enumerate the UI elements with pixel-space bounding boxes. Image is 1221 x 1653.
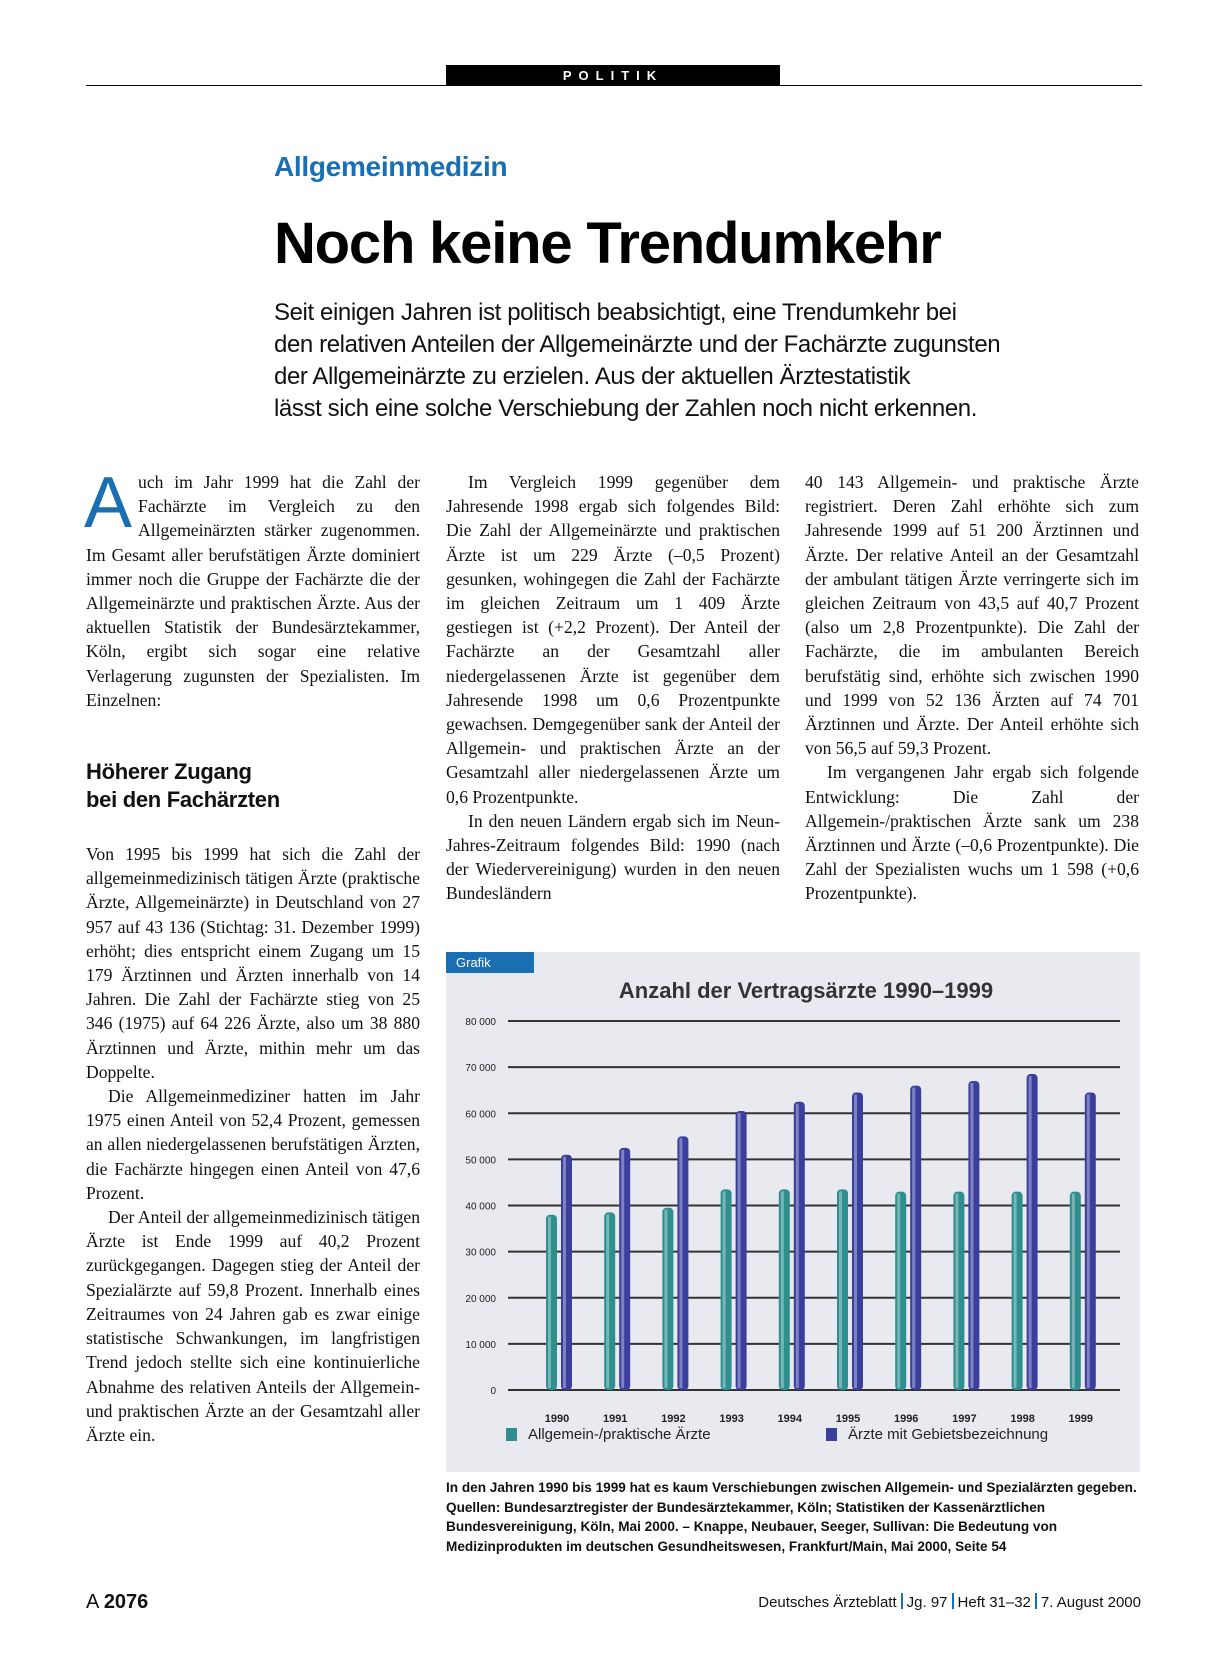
x-tick-label: 1995 (835, 1413, 861, 1425)
journal-name: Deutsches Ärzteblatt (758, 1594, 897, 1611)
bar-gebiet (736, 1111, 747, 1390)
page-prefix: A (86, 1591, 99, 1613)
bar-highlight (796, 1104, 799, 1388)
footer-citation (758, 1593, 1141, 1611)
legend-swatch (506, 1428, 517, 1441)
bar-gebiet (968, 1081, 979, 1390)
bar-highlight (970, 1083, 973, 1388)
y-tick-label: 0 (490, 1386, 496, 1397)
bar-highlight (606, 1214, 609, 1388)
bar-allgemein (604, 1212, 615, 1390)
bar-allgemein (546, 1215, 557, 1390)
bar-highlight (621, 1150, 624, 1388)
bar-highlight (955, 1194, 958, 1388)
paragraph: Der Anteil der allgemeinmedizinisch tätigen Ärzte ist Ende 1999 auf 40,2 Prozent zurückgegangen. Dagegen stieg der Anteil der Spezialärzte auf 59,8 Prozent. Innerhalb eines Zeitraumes von 24 Jahren gab es zwar einige statistische Schwankungen, im langfristigen Trend jedoch stellte sich eine kontinuierliche Abnahme des relativen Anteils der Allgemein- und praktischen Ärzte an der Gesamtzahl aller Ärzte ein. (86, 1207, 420, 1445)
subheading-line: Höherer Zugang (86, 759, 252, 785)
bar-highlight (1029, 1076, 1032, 1388)
x-tick-label: 1993 (719, 1413, 744, 1425)
y-tick-label: 10 000 (465, 1339, 496, 1351)
bar-gebiet (561, 1155, 572, 1390)
column-3 (805, 470, 1139, 906)
column-1 (84, 463, 420, 1447)
bar-highlight (548, 1217, 551, 1388)
x-tick-label: 1999 (1068, 1413, 1094, 1425)
bar-allgemein (1012, 1192, 1023, 1390)
bar-highlight (839, 1191, 842, 1388)
paragraph: 40 143 Allgemein- und praktische Ärzte registriert. Deren Zahl erhöhte sich zum Jahresende 1999 auf 51 200 Ärztinnen und Ärzte. Der relative Anteil an der Gesamtzahl der ambulant tätigen Ärzte verringerte sich im gleichen Zeitraum von 43,5 auf 40,7 Prozent (also um 2,8 Prozentpunkte). Die Zahl der Fachärzte, die im ambulanten Bereich berufstätig sind, erhöhte sich zwischen 1990 und 1999 von 52 136 Ärzten auf 74 701 Ärztinnen und Ärzte. Der Anteil erhöhte sich von 56,5 auf 59,3 Prozent. (805, 472, 1139, 759)
bar-highlight (563, 1157, 566, 1388)
issue: Heft 31–32 (957, 1594, 1031, 1611)
subheading (86, 758, 420, 814)
header-rule (86, 85, 1142, 86)
bar-allgemein (895, 1192, 906, 1390)
legend-label: Ärzte mit Gebietsbezeichnung (848, 1426, 1049, 1443)
issue-date: 7. August 2000 (1040, 1594, 1141, 1611)
bar-allgemein (721, 1189, 732, 1390)
y-tick-label: 80 000 (465, 1017, 496, 1028)
bar-gebiet (619, 1148, 630, 1390)
y-tick-label: 70 000 (465, 1063, 496, 1075)
bar-highlight (1087, 1094, 1090, 1388)
page-number (86, 1591, 148, 1614)
bar-highlight (679, 1138, 682, 1388)
figure-caption: In den Jahren 1990 bis 1999 hat es kaum Verschiebungen zwischen Allgemein- und Spezialärzten gegeben. Quellen: Bundesarztregister der Bundesärztekammer, Köln; Statistiken der Kassenärztlichen Bundesvereinigung, Köln, Mai 2000. – Knappe, Neubauer, Seeger, Sullivan: Die Bedeutung von Medizinprodukten im deutschen Gesundheitswesen, Frankfurt/Main, Mai 2000, Seite 54 (446, 1480, 1137, 1554)
x-tick-label: 1996 (893, 1413, 919, 1425)
bar-highlight (1072, 1194, 1075, 1388)
y-tick-label: 60 000 (465, 1109, 496, 1121)
x-tick-label: 1994 (777, 1413, 803, 1425)
y-tick-label: 50 000 (465, 1155, 496, 1167)
column-2 (446, 470, 780, 906)
bar-gebiet (1085, 1092, 1096, 1390)
bar-gebiet (677, 1136, 688, 1390)
x-tick-label: 1997 (952, 1413, 977, 1425)
bar-gebiet (1027, 1074, 1038, 1390)
bar-gebiet (910, 1086, 921, 1390)
bar-gebiet (852, 1092, 863, 1390)
bar-highlight (664, 1210, 667, 1388)
kicker: Allgemeinmedizin (274, 151, 508, 182)
paragraph: Im Vergleich 1999 gegenüber dem Jahresende 1998 ergab sich folgendes Bild: Die Zahl der Allgemeinärzte und praktischen Ärzte ist um 229 Ärzte (–0,5 Prozent) gesunken, wohingegen die Zahl der Fachärzte im gleichen Zeitraum um 1 409 Ärzte gestiegen ist (+2,2 Prozent). Der Anteil der Fachärzte an der Gesamtzahl aller niedergelassenen Ärzte ist gegenüber dem Jahresende 1998 um 0,6 Prozentpunkte gewachsen. Demgegenüber sank der Anteil der Allgemein- und praktischen Ärzte an der Gesamtzahl aller niedergelassenen Ärzte um 0,6 Prozentpunkte. (446, 472, 780, 807)
chart-figure (446, 952, 1140, 1472)
legend-swatch (826, 1428, 837, 1441)
x-tick-label: 1991 (602, 1413, 628, 1425)
lead-line: der Allgemeinärzte zu erzielen. Aus der aktuellen Ärztestatistik (274, 363, 911, 390)
paragraph (84, 463, 420, 712)
x-tick-label: 1992 (661, 1413, 686, 1425)
page-title: Noch keine Trendumkehr (274, 211, 941, 276)
bar-highlight (897, 1194, 900, 1388)
bar-gebiet (794, 1102, 805, 1390)
dropcap: A (84, 463, 133, 543)
legend-label: Allgemein-/praktische Ärzte (528, 1426, 711, 1443)
paragraph: Im vergangenen Jahr ergab sich folgende Entwicklung: Die Zahl der Allgemein-/praktischen Ärzte sank um 238 Ärztinnen und Ärzte (–0,6 Prozentpunkte). Die Zahl der Spezialisten wuchs um 1 598 (+0,6 Prozentpunkte). (805, 762, 1139, 904)
lead-line: lässt sich eine solche Verschiebung der Zahlen noch nicht erkennen. (274, 395, 977, 422)
bar-allgemein (779, 1189, 790, 1390)
bar-allgemein (953, 1192, 964, 1390)
bar-highlight (912, 1088, 915, 1388)
bar-allgemein (837, 1189, 848, 1390)
x-tick-label: 1998 (1010, 1413, 1035, 1425)
bar-highlight (1014, 1194, 1017, 1388)
paragraph: Die Allgemeinmediziner hatten im Jahr 1975 einen Anteil von 52,4 Prozent, gemessen an allen niedergelassenen berufstätigen Ärzten, die Fachärzte hingegen einen Anteil von 47,6 Prozent. (86, 1086, 420, 1203)
lead-paragraph (274, 297, 1114, 425)
lead-line: Seit einigen Jahren ist politisch beabsichtigt, eine Trendumkehr bei (274, 299, 957, 326)
bar-allgemein (662, 1208, 673, 1390)
volume: Jg. 97 (906, 1594, 948, 1611)
separator (952, 1593, 954, 1609)
separator (901, 1593, 903, 1609)
bar-chart (446, 952, 1140, 1472)
bar-allgemein (1070, 1192, 1081, 1390)
paragraph-text: uch im Jahr 1999 hat die Zahl der Fachärzte im Vergleich zu den Allgemeinärzten stärker zugenommen. Im Gesamt aller berufstätigen Ärzte dominiert immer noch die Gruppe der Fachärzte die der Allgemeinärzte und praktischen Ärzte. Aus der aktuellen Statistik der Bundesärztekammer, Köln, ergibt sich sogar eine relative Verlagerung zugunsten der Spezialisten. Im Einzelnen: (86, 472, 420, 710)
x-tick-label: 1990 (544, 1413, 570, 1425)
figure-tag: Grafik (446, 952, 534, 973)
bar-highlight (781, 1191, 784, 1388)
chart-title: Anzahl der Vertragsärzte 1990–1999 (618, 978, 994, 1003)
subheading-line: bei den Fachärzten (86, 787, 280, 813)
y-tick-label: 40 000 (465, 1201, 496, 1213)
bar-highlight (854, 1094, 857, 1388)
paragraph: In den neuen Ländern ergab sich im Neun-Jahres-Zeitraum folgendes Bild: 1990 (nach der Wiedervereinigung) wurden in den neuen Bundesländern (446, 810, 780, 904)
bar-highlight (723, 1191, 726, 1388)
section-label: POLITIK (446, 65, 780, 86)
lead-line: den relativen Anteilen der Allgemeinärzte und der Fachärzte zugunsten (274, 331, 1001, 358)
page-number-value: 2076 (103, 1591, 149, 1613)
y-tick-label: 20 000 (465, 1293, 496, 1305)
bar-highlight (738, 1113, 741, 1388)
paragraph: Von 1995 bis 1999 hat sich die Zahl der allgemeinmedizinisch tätigen Ärzte (praktische Ärzte, Allgemeinärzte) in Deutschland von 27 957 auf 43 136 (Stichtag: 31. Dezember 1999) erhöht; dies entspricht einem Zugang um 15 179 Ärztinnen und Ärzten innerhalb von 14 Jahren. Die Zahl der Fachärzte stieg von 25 346 (1975) auf 64 226 Ärzte, also um 38 880 Ärztinnen und Ärzte, mithin mehr um das Doppelte. (86, 844, 420, 1082)
y-tick-label: 30 000 (465, 1247, 496, 1259)
separator (1035, 1593, 1037, 1609)
